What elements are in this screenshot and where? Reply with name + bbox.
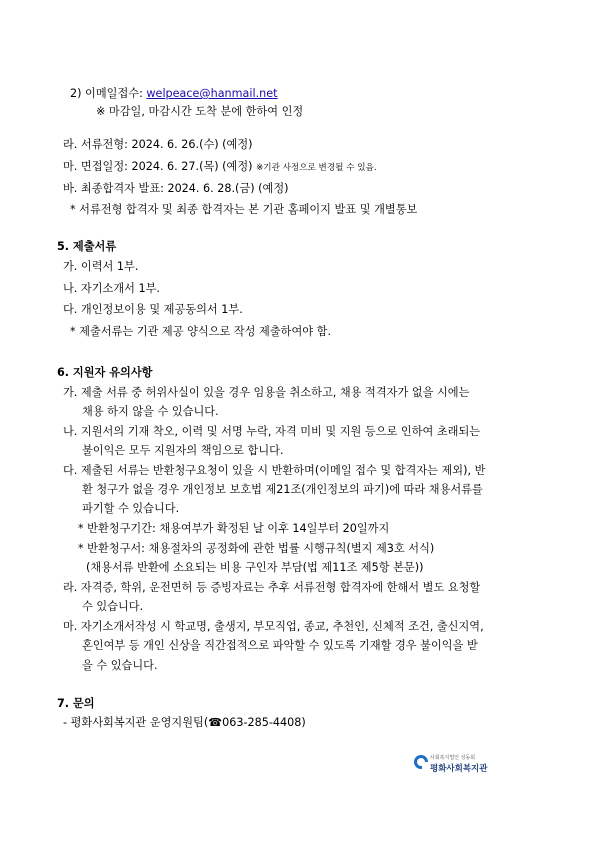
caution-ma-line3: 을 수 있습니다. [82, 659, 158, 672]
final-result-date: 바. 최종합격자 발표: 2024. 6. 28.(금) (예정) [63, 182, 289, 195]
required-doc-privacy-consent: 다. 개인정보이용 및 제공동의서 1부. [63, 303, 243, 316]
result-announcement-note: * 서류전형 합격자 및 최종 합격자는 본 기관 홈페이지 발표 및 개별통보 [70, 203, 418, 216]
section-6-title: 6. 지원자 유의사항 [57, 366, 153, 379]
email-label: 2) 이메일접수: [70, 87, 147, 100]
caution-na-line1: 나. 지원서의 기재 착오, 이력 및 서명 누락, 자격 미비 및 지원 등으로 인하여 초래되는 [63, 425, 481, 438]
email-deadline-note: ※ 마감일, 마감시간 도착 분에 한하여 인정 [96, 105, 304, 118]
caution-ma-line1: 마. 자기소개서작성 시 학교명, 출생지, 부모직업, 종교, 추천인, 신체적 조건, 출신지역, [63, 620, 484, 633]
interview-date: 마. 면접일정: 2024. 6. 27.(목) (예정) [63, 160, 257, 173]
caution-ga-line2: 채용 하지 않을 수 있습니다. [82, 405, 219, 418]
caution-da-line1: 다. 제출된 서류는 반환청구요청이 있을 시 반환하며(이메일 접수 및 합격자는 제외), 반 [63, 464, 486, 477]
interview-change-note: ※기관 사정으로 변경될 수 있음. [256, 163, 377, 173]
caution-ra-line1: 라. 자격증, 학위, 운전면허 등 증빙자료는 추후 서류전형 합격자에 한해서 별도 요청할 [63, 581, 481, 594]
required-doc-resume: 가. 이력서 1부. [63, 260, 139, 273]
required-doc-cover-letter: 나. 자기소개서 1부. [63, 282, 160, 295]
return-request-period: * 반환청구기간: 채용여부가 확정된 날 이후 14일부터 20일까지 [78, 522, 390, 535]
section-5-title: 5. 제출서류 [57, 240, 117, 253]
caution-da-line3: 파기할 수 있습니다. [82, 502, 180, 515]
email-link[interactable]: welpeace@hanmail.net [146, 87, 278, 100]
document-screening-date: 라. 서류전형: 2024. 6. 26.(수) (예정) [63, 138, 253, 151]
logo-subtitle: 사회복지법인 성동회 [430, 755, 476, 761]
logo-name: 평화사회복지관 [430, 764, 488, 774]
return-cost-note: (채용서류 반환에 소요되는 비용 구인자 부담(법 제11조 제5항 본문)) [86, 561, 424, 574]
caution-ma-line2: 혼인여부 등 개인 신상을 직간접적으로 파악할 수 있도록 기재할 경우 불이익을 받 [82, 639, 478, 652]
caution-da-line2: 환 청구가 없을 경우 개인정보 보호법 제21조(개인정보의 파기)에 따라 채용서류를 [82, 483, 483, 496]
section-7-title: 7. 문의 [57, 697, 95, 710]
caution-ra-line2: 수 있습니다. [82, 600, 144, 613]
return-request-form: * 반환청구서: 채용절차의 공정화에 관한 법률 시행규칙(별지 제3호 서식) [78, 542, 435, 555]
email-submission-line [70, 86, 278, 102]
caution-na-line2: 불이익은 모두 지원자의 책임으로 합니다. [82, 444, 284, 457]
required-doc-note: * 제출서류는 기관 제공 양식으로 작성 제출하여야 함. [70, 325, 331, 338]
contact-info: - 평화사회복지관 운영지원팀(☎063-285-4408) [63, 716, 306, 729]
interview-date-line [63, 159, 377, 176]
logo-mark-icon [414, 755, 428, 769]
organization-logo [414, 752, 514, 778]
caution-ga-line1: 가. 제출 서류 중 허위사실이 있을 경우 임용을 취소하고, 채용 적격자가 없을 시에는 [63, 386, 470, 399]
